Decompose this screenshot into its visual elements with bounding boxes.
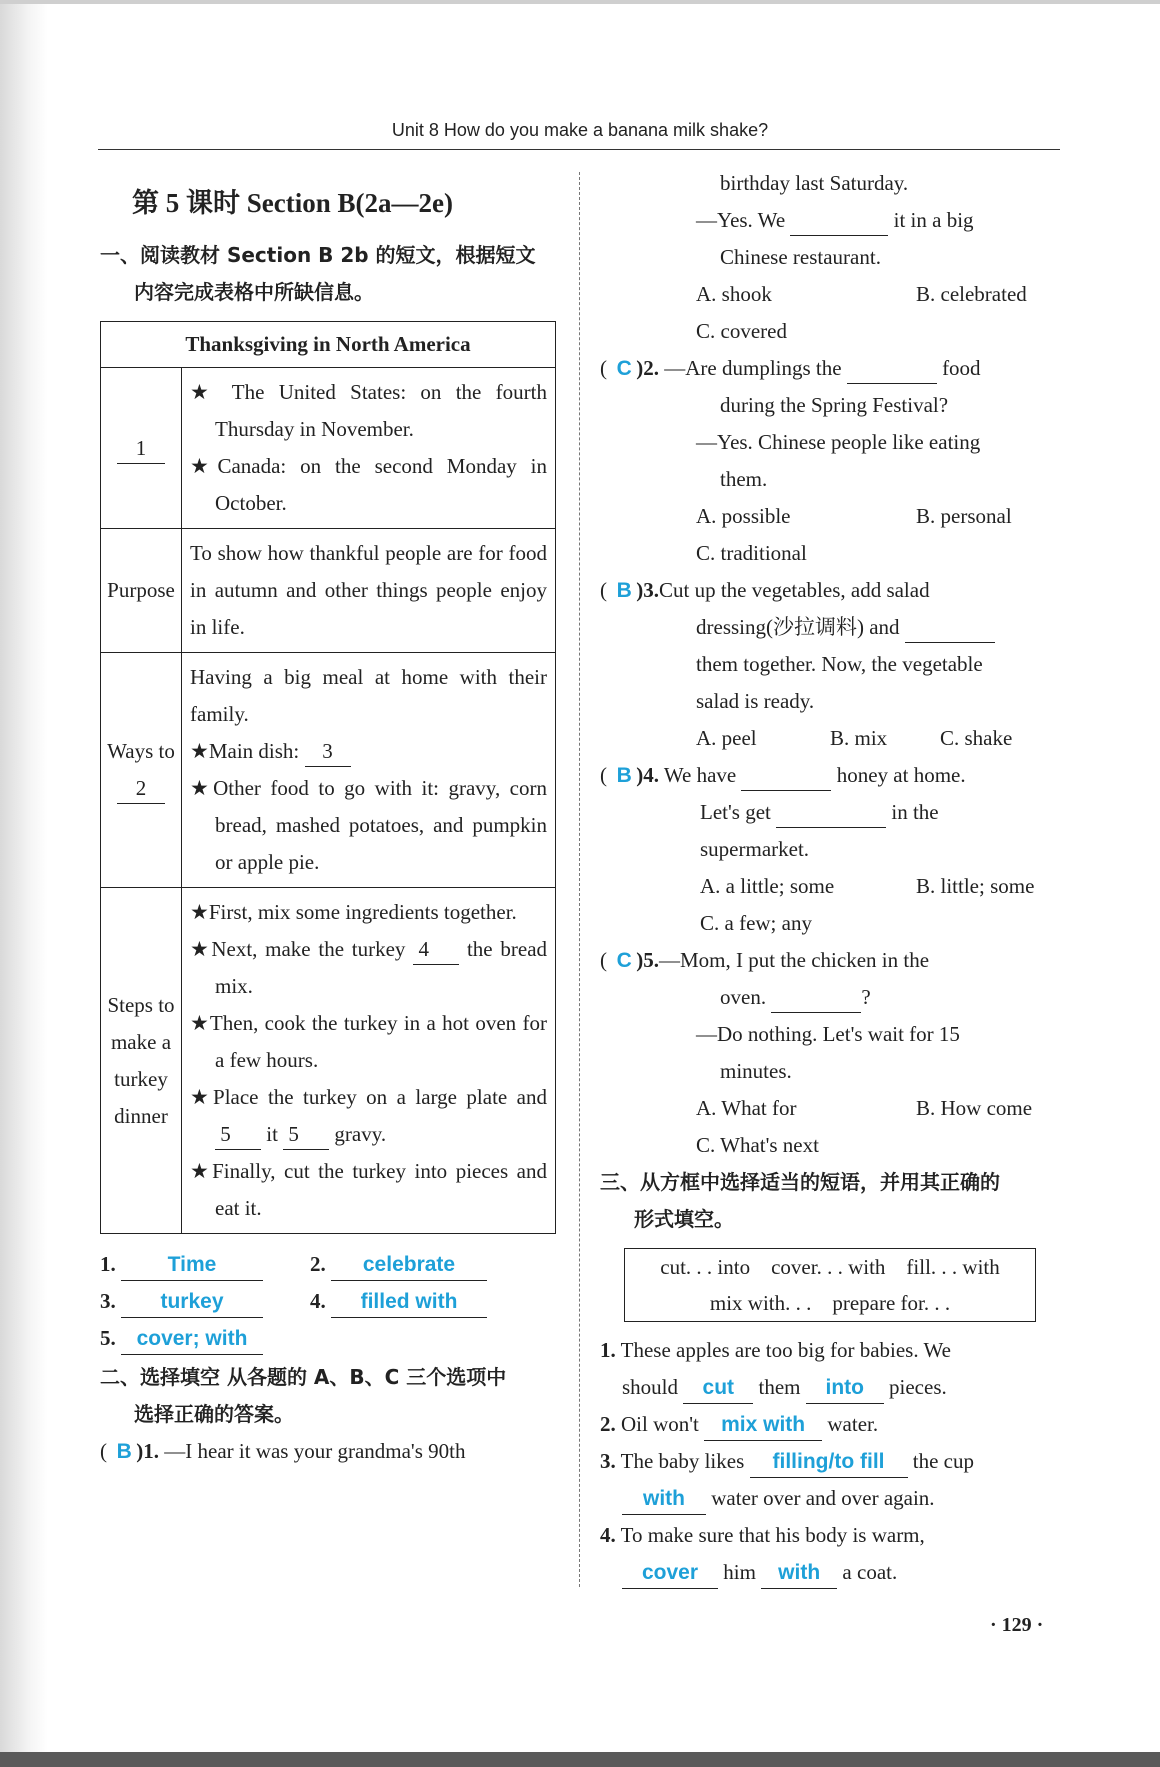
q3-number: )3. <box>636 578 659 602</box>
q5-l2-post: ? <box>861 985 871 1009</box>
part1-instr-line1: 一、阅读教材 Section B 2b 的短文，根据短文 <box>100 243 536 267</box>
q2-option-a: A. possible <box>696 504 791 528</box>
q2-text-pre: —Are dumplings the <box>664 356 842 380</box>
step4 <box>190 1079 547 1153</box>
s1-text: These apples are too big for babies. We <box>620 1338 951 1362</box>
s4-post: a coat. <box>842 1560 898 1584</box>
row2-label: Purpose <box>101 529 182 653</box>
row2-content: To show how thankful people are for food in autumn and other things people enjoy in life. <box>182 529 556 653</box>
s3-line2 <box>600 1480 1060 1517</box>
q4-option-a: A. a little; some <box>700 874 835 898</box>
table-row-steps <box>101 888 556 1234</box>
part3-instructions <box>600 1164 1060 1238</box>
q5-option-a: A. What for <box>696 1096 797 1120</box>
q4-text-post: honey at home. <box>836 763 966 787</box>
q2-option-c: C. traditional <box>696 541 807 565</box>
part3-instr-line1: 三、从方框中选择适当的短语，并用其正确的 <box>600 1170 1000 1194</box>
q1-option-a: A. shook <box>696 282 772 306</box>
page-edge-shadow <box>0 0 48 1767</box>
row3-label <box>101 653 182 888</box>
q3-blank <box>905 612 995 643</box>
blank-3: 3 <box>305 736 351 767</box>
s1-pre: should <box>622 1375 679 1399</box>
q4-options <box>600 868 1060 905</box>
s1-mid: them <box>758 1375 801 1399</box>
q5-blank <box>771 982 861 1013</box>
q5-reply-cont: minutes. <box>720 1059 792 1083</box>
q4-l2-post: in the <box>891 800 939 824</box>
s1-line1 <box>600 1332 1060 1369</box>
lesson-title: 第 5 课时 Section B(2a—2e) <box>132 188 453 218</box>
q4-text-pre: We have <box>663 763 737 787</box>
q5-text: —Mom, I put the chicken in the <box>659 948 930 972</box>
s1-post: pieces. <box>889 1375 947 1399</box>
blank-5a: 5 <box>215 1119 261 1150</box>
q5-line1: ( C )5.—Mom, I put the chicken in the <box>600 942 1060 979</box>
step4-pre: ★Place the turkey on a large plate and <box>190 1085 547 1109</box>
row3-main-dish <box>190 733 547 770</box>
q3-option-a: A. peel <box>696 726 757 750</box>
part3-instr-line2: 形式填空。 <box>634 1207 734 1231</box>
main-dish-label: ★Main dish: <box>190 739 300 763</box>
q3-option-c: C. shake <box>940 726 1013 750</box>
q1-options <box>600 276 1060 313</box>
answer-row <box>100 1246 556 1283</box>
table-row-date <box>101 368 556 529</box>
step3: ★Then, cook the turkey in a hot oven for a few hours. <box>190 1011 547 1072</box>
q2-reply: —Yes. Chinese people like eating <box>696 430 981 454</box>
part2-instr-line1: 二、选择填空 从各题的 A、B、C 三个选项中 <box>100 1365 507 1389</box>
row3-label-text: Ways to <box>107 739 175 763</box>
q4-blank1 <box>741 760 831 791</box>
s1-line2 <box>600 1369 1060 1406</box>
answer-row <box>100 1320 556 1357</box>
q3-options <box>600 720 1060 757</box>
q3-option-b: B. mix <box>830 726 888 750</box>
q4-line3: supermarket. <box>700 837 810 861</box>
header-rule <box>98 149 1060 150</box>
s4-answer2: with <box>761 1558 837 1589</box>
part1-instructions <box>100 237 556 311</box>
answer-row <box>100 1283 556 1320</box>
q3-line3: them together. Now, the vegetable <box>696 652 983 676</box>
blank-5b: 5 <box>283 1119 329 1150</box>
answer-number: 1. <box>100 1252 116 1276</box>
q4-option-c: C. a few; any <box>700 911 812 935</box>
s2-number: 2. <box>600 1412 616 1436</box>
q2-option-b: B. personal <box>916 504 1012 528</box>
page-number: · 129 · <box>990 1614 1044 1636</box>
q2-line1: ( C )2. —Are dumplings the food <box>600 350 1060 387</box>
s3-line1 <box>600 1443 1060 1480</box>
q2-text-post: food <box>942 356 981 380</box>
q1-blank <box>790 205 888 236</box>
q4-line2 <box>600 794 1060 831</box>
q4-answer: B <box>616 764 632 787</box>
s1-answer2: into <box>806 1373 884 1404</box>
q1-reply-cont: Chinese restaurant. <box>720 245 881 269</box>
q1-reply-post: it in a big <box>893 208 974 232</box>
q4-blank2 <box>776 797 886 828</box>
answer-number: 3. <box>100 1289 116 1313</box>
part1-answers <box>100 1246 556 1357</box>
phrase-box-row2: mix with. . . prepare for. . . <box>709 1291 951 1315</box>
s4-line2 <box>600 1554 1060 1591</box>
step2-pre: ★Next, make the turkey <box>190 937 406 961</box>
row1-bullet1: ★ The United States: on the fourth Thursday in November. <box>190 380 547 441</box>
left-column <box>100 175 556 1470</box>
s2-post: water. <box>827 1412 879 1436</box>
step1: ★First, mix some ingredients together. <box>190 900 517 924</box>
q5-options <box>600 1090 1060 1127</box>
row3-line1: Having a big meal at home with their family. <box>190 665 547 726</box>
row1-label <box>101 368 182 529</box>
q1-option-b: B. celebrated <box>916 282 1027 306</box>
s4-number: 4. <box>600 1523 616 1547</box>
q5-line2 <box>600 979 1060 1016</box>
q1-text: —I hear it was your grandma's 90th <box>164 1439 466 1463</box>
q2-options <box>600 498 1060 535</box>
row1-content <box>182 368 556 529</box>
q3-line2 <box>600 609 1060 646</box>
row1-bullet2: ★Canada: on the second Monday in October. <box>190 454 547 515</box>
q4-option-b: B. little; some <box>916 874 1035 898</box>
q3-line4: salad is ready. <box>696 689 815 713</box>
s3-answer2: with <box>622 1484 706 1515</box>
q3-answer: B <box>616 579 632 602</box>
step4-post: gravy. <box>334 1122 387 1146</box>
step5: ★Finally, cut the turkey into pieces and eat it. <box>190 1159 547 1220</box>
answer-4: filled with <box>331 1287 487 1318</box>
s2-answer: mix with <box>704 1410 822 1441</box>
blank-1: 1 <box>117 433 165 464</box>
step2 <box>190 931 547 1005</box>
column-divider <box>579 172 580 1587</box>
q2-answer: C <box>616 357 632 380</box>
q1-option-c: C. covered <box>696 319 787 343</box>
step2-post: the bread mix. <box>215 937 548 998</box>
running-header: Unit 8 How do you make a banana milk shake? <box>391 120 769 140</box>
s3-l2-post: water over and over again. <box>711 1486 935 1510</box>
right-column <box>600 165 1060 1591</box>
thanksgiving-table <box>100 321 556 1234</box>
s2-line <box>600 1406 1060 1443</box>
blank-4: 4 <box>413 934 459 965</box>
q1-reply <box>600 202 1060 239</box>
q4-line1: ( B )4. We have honey at home. <box>600 757 1060 794</box>
part2-instructions <box>100 1359 556 1433</box>
q2-number: )2. <box>636 356 659 380</box>
q3-l2-pre: dressing(沙拉调料) and <box>696 615 900 639</box>
phrase-box-row1: cut. . . into cover. . . with fill. . . with <box>660 1255 1000 1279</box>
q5-l2-pre: oven. <box>720 985 767 1009</box>
s1-number: 1. <box>600 1338 616 1362</box>
q2-reply-cont: them. <box>720 467 768 491</box>
answer-number: 5. <box>100 1326 116 1350</box>
s3-number: 3. <box>600 1449 616 1473</box>
blank-2: 2 <box>117 773 165 804</box>
s4-answer1: cover <box>622 1558 718 1589</box>
table-title: Thanksgiving in North America <box>101 322 556 368</box>
row3-content <box>182 653 556 888</box>
s3-answer1: filling/to fill <box>750 1447 908 1478</box>
s4-line1 <box>600 1517 1060 1554</box>
step4-mid: it <box>266 1122 278 1146</box>
q3-text: Cut up the vegetables, add salad <box>659 578 930 602</box>
answer-3: turkey <box>121 1287 263 1318</box>
q5-answer: C <box>616 949 632 972</box>
q5-number: )5. <box>636 948 659 972</box>
q3-line1: ( B )3.Cut up the vegetables, add salad <box>600 572 1060 609</box>
s4-text: To make sure that his body is warm, <box>620 1523 925 1547</box>
q1-line1: ( B )1. —I hear it was your grandma's 90th <box>100 1433 556 1470</box>
answer-number: 4. <box>310 1289 326 1313</box>
s4-mid: him <box>723 1560 756 1584</box>
bottom-bar <box>0 1752 1160 1767</box>
s1-answer1: cut <box>683 1373 753 1404</box>
table-row-purpose <box>101 529 556 653</box>
q1-reply-pre: —Yes. We <box>696 208 786 232</box>
s3-post: the cup <box>912 1449 974 1473</box>
phrase-box <box>624 1248 1036 1322</box>
part1-instr-line2: 内容完成表格中所缺信息。 <box>134 280 374 304</box>
row4-label: Steps to make a turkey dinner <box>101 888 182 1234</box>
q4-number: )4. <box>636 763 659 787</box>
q1-line2: birthday last Saturday. <box>720 171 909 195</box>
q5-reply: —Do nothing. Let's wait for 15 <box>696 1022 960 1046</box>
q5-option-b: B. How come <box>916 1096 1033 1120</box>
answer-number: 2. <box>310 1252 326 1276</box>
top-bar <box>0 0 1160 4</box>
answer-1: Time <box>121 1250 263 1281</box>
q4-l2-pre: Let's get <box>700 800 771 824</box>
row4-content <box>182 888 556 1234</box>
s2-pre: Oil won't <box>621 1412 699 1436</box>
q2-blank <box>847 353 937 384</box>
part2-instr-line2: 选择正确的答案。 <box>134 1402 294 1426</box>
q1-answer: B <box>116 1440 132 1463</box>
answer-2: celebrate <box>331 1250 487 1281</box>
q1-number: )1. <box>136 1439 159 1463</box>
s3-pre: The baby likes <box>620 1449 745 1473</box>
q2-line2: during the Spring Festival? <box>720 393 949 417</box>
table-row-ways <box>101 653 556 888</box>
row3-other-food: ★Other food to go with it: gravy, corn bread, mashed potatoes, and pumpkin or apple pie. <box>190 776 547 874</box>
q5-option-c: C. What's next <box>696 1133 819 1157</box>
answer-5: cover; with <box>121 1324 263 1355</box>
